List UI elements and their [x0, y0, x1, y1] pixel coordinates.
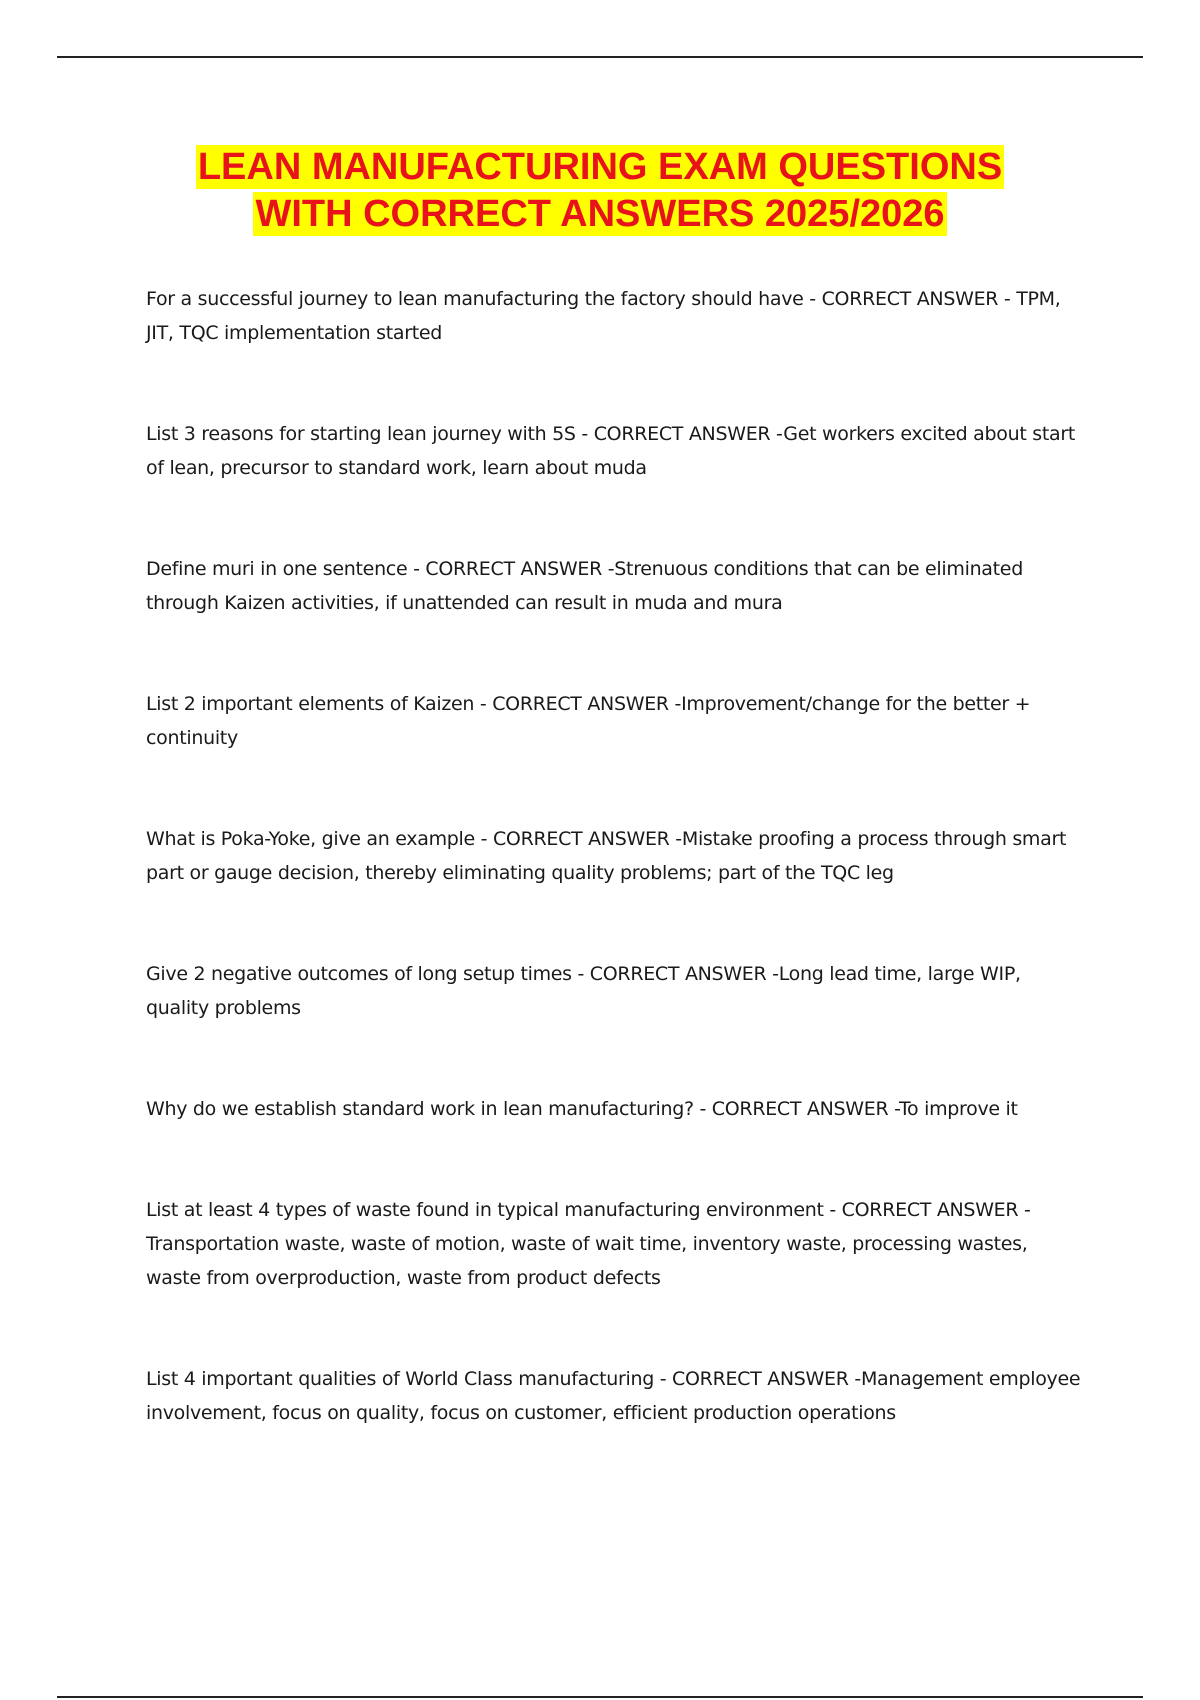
qa-item: List 3 reasons for starting lean journey with 5S - CORRECT ANSWER -Get workers excited about start of lean, precursor to standard work, learn about muda	[146, 423, 1075, 479]
document-title	[0, 145, 1200, 239]
qa-item: Define muri in one sentence - CORRECT ANSWER -Strenuous conditions that can be eliminated through Kaizen activities, if unattended can result in muda and mura	[146, 558, 1023, 614]
bottom-rule	[57, 1696, 1143, 1698]
qa-item: Why do we establish standard work in lean manufacturing? - CORRECT ANSWER -To improve it	[146, 1098, 1018, 1120]
top-rule	[57, 56, 1143, 58]
title-line-1: LEAN MANUFACTURING EXAM QUESTIONS	[197, 146, 1003, 188]
qa-item: What is Poka-Yoke, give an example - CORRECT ANSWER -Mistake proofing a process through smart part or gauge decision, thereby eliminating quality problems; part of the TQC leg	[146, 828, 1067, 884]
qa-item: List at least 4 types of waste found in typical manufacturing environment - CORRECT ANSWER - Transportation waste, waste of motion, waste of wait time, inventory waste, processing wastes, waste from overproduction, waste from product defects	[146, 1199, 1031, 1289]
qa-item: For a successful journey to lean manufacturing the factory should have - CORRECT ANSWER - TPM, JIT, TQC implementation started	[146, 288, 1061, 344]
qa-item: List 2 important elements of Kaizen - CORRECT ANSWER -Improvement/change for the better + continuity	[146, 693, 1031, 749]
title-line-2: WITH CORRECT ANSWERS 2025/2026	[255, 193, 945, 235]
qa-list	[146, 282, 1086, 1497]
qa-item: List 4 important qualities of World Class manufacturing - CORRECT ANSWER -Management employee involvement, focus on quality, focus on customer, efficient production operations	[146, 1368, 1081, 1424]
qa-item: Give 2 negative outcomes of long setup times - CORRECT ANSWER -Long lead time, large WIP, quality problems	[146, 963, 1021, 1019]
